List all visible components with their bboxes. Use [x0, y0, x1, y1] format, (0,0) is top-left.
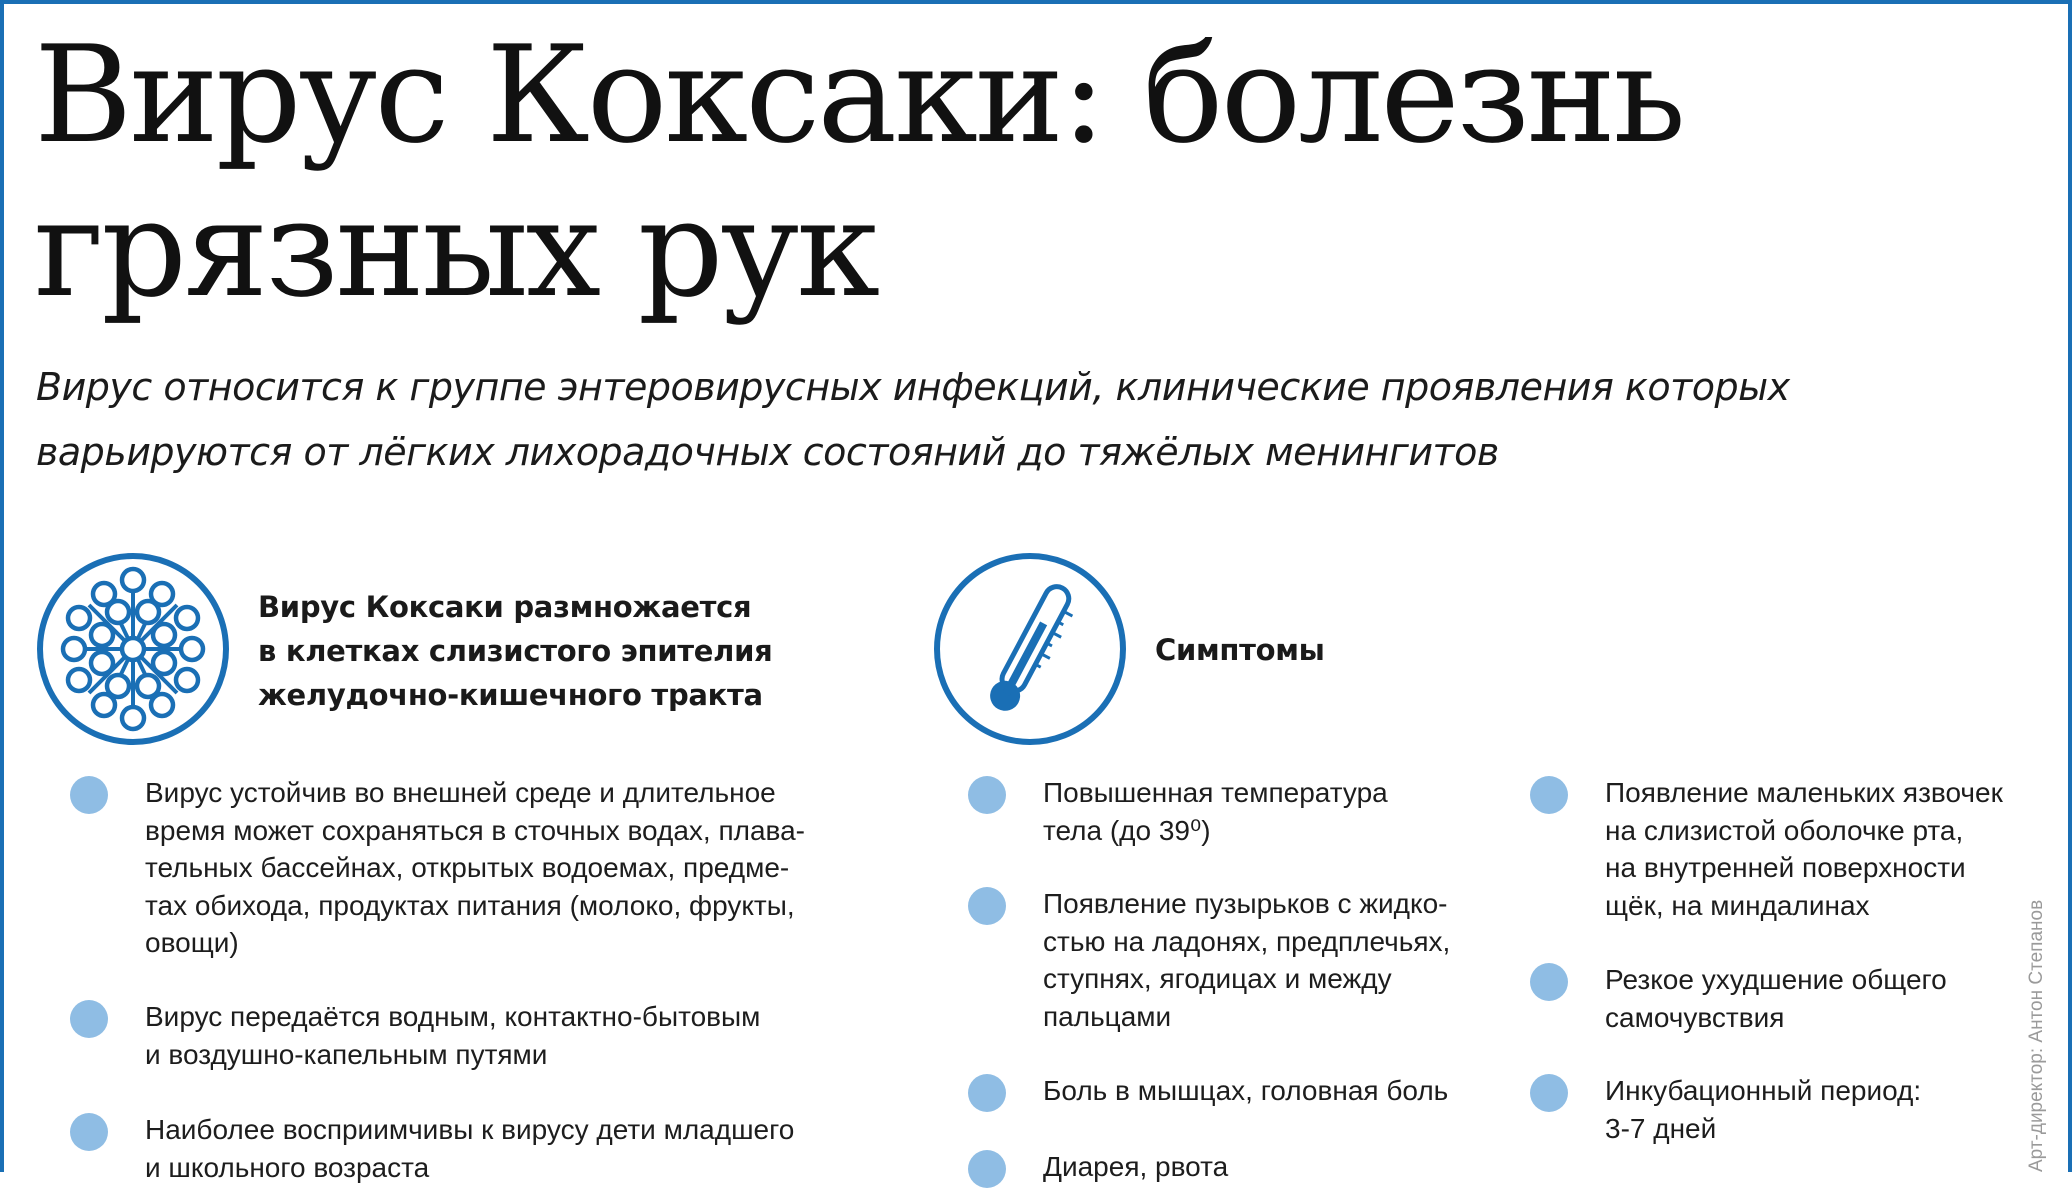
item-text: Вирус устойчив во внешней среде и длительное время может сохраняться в сточных водах, плава- тельных бассейнах, открытых водоемах, предме- тах обихода, продуктах питания (молоко, фрукты, овощи) — [145, 777, 805, 958]
subtitle-line-2: варьируются от лёгких лихорадочных состояний до тяжёлых менингитов — [36, 430, 1499, 474]
bullet-dot — [968, 1074, 1006, 1112]
title-line-1: Вирус Коксаки: болезнь — [34, 17, 1684, 173]
virus-heading-line: желудочно-кишечного тракта — [258, 678, 763, 712]
item-text: Резкое ухудшение общего самочувствия — [1605, 964, 1947, 1033]
thermometer-icon — [931, 550, 1129, 748]
credit-text: Арт-директор: Антон Степанов — [2026, 899, 2047, 1172]
bullet-dot — [70, 1000, 108, 1038]
bullet-dot — [1530, 1074, 1568, 1112]
item-text: Инкубационный период: 3-7 дней — [1605, 1075, 1922, 1144]
item-text: Появление маленьких язвочек на слизистой оболочке рта, на внутренней поверхности щёк, на миндалинах — [1605, 777, 2003, 921]
bullet-dot — [968, 887, 1006, 925]
symptoms-heading: Симптомы — [1155, 633, 1325, 667]
bullet-dot — [1530, 776, 1568, 814]
item-text: Появление пузырьков с жидко- стью на ладонях, предплечьях, ступнях, ягодицах и между пальцами — [1043, 888, 1451, 1032]
item-text: Повышенная температура тела (до 39⁰) — [1043, 777, 1388, 846]
item-text: Вирус передаётся водным, контактно-бытовым и воздушно-капельным путями — [145, 1001, 761, 1070]
item-text: Диарея, рвота — [1043, 1151, 1229, 1182]
item-text: Боль в мышцах, головная боль — [1043, 1075, 1449, 1106]
virus-heading-line: Вирус Коксаки размножается — [258, 590, 752, 624]
bullet-dot — [70, 1113, 108, 1151]
subtitle-line-1: Вирус относится к группе энтеровирусных инфекций, клинические проявления которых — [36, 365, 1790, 409]
bullet-dot — [1530, 963, 1568, 1001]
page-title — [34, 18, 1683, 326]
title-line-2: грязных рук — [34, 171, 878, 327]
virus-heading-line: в клетках слизистого эпителия — [258, 634, 773, 668]
virus-cells-icon — [34, 550, 232, 748]
bullet-dot — [968, 1150, 1006, 1188]
subtitle — [36, 355, 1986, 485]
bullet-dot — [70, 776, 108, 814]
bullet-dot — [968, 776, 1006, 814]
item-text: Наиболее восприимчивы к вирусу дети младшего и школьного возраста — [145, 1114, 795, 1183]
virus-heading — [258, 585, 772, 717]
